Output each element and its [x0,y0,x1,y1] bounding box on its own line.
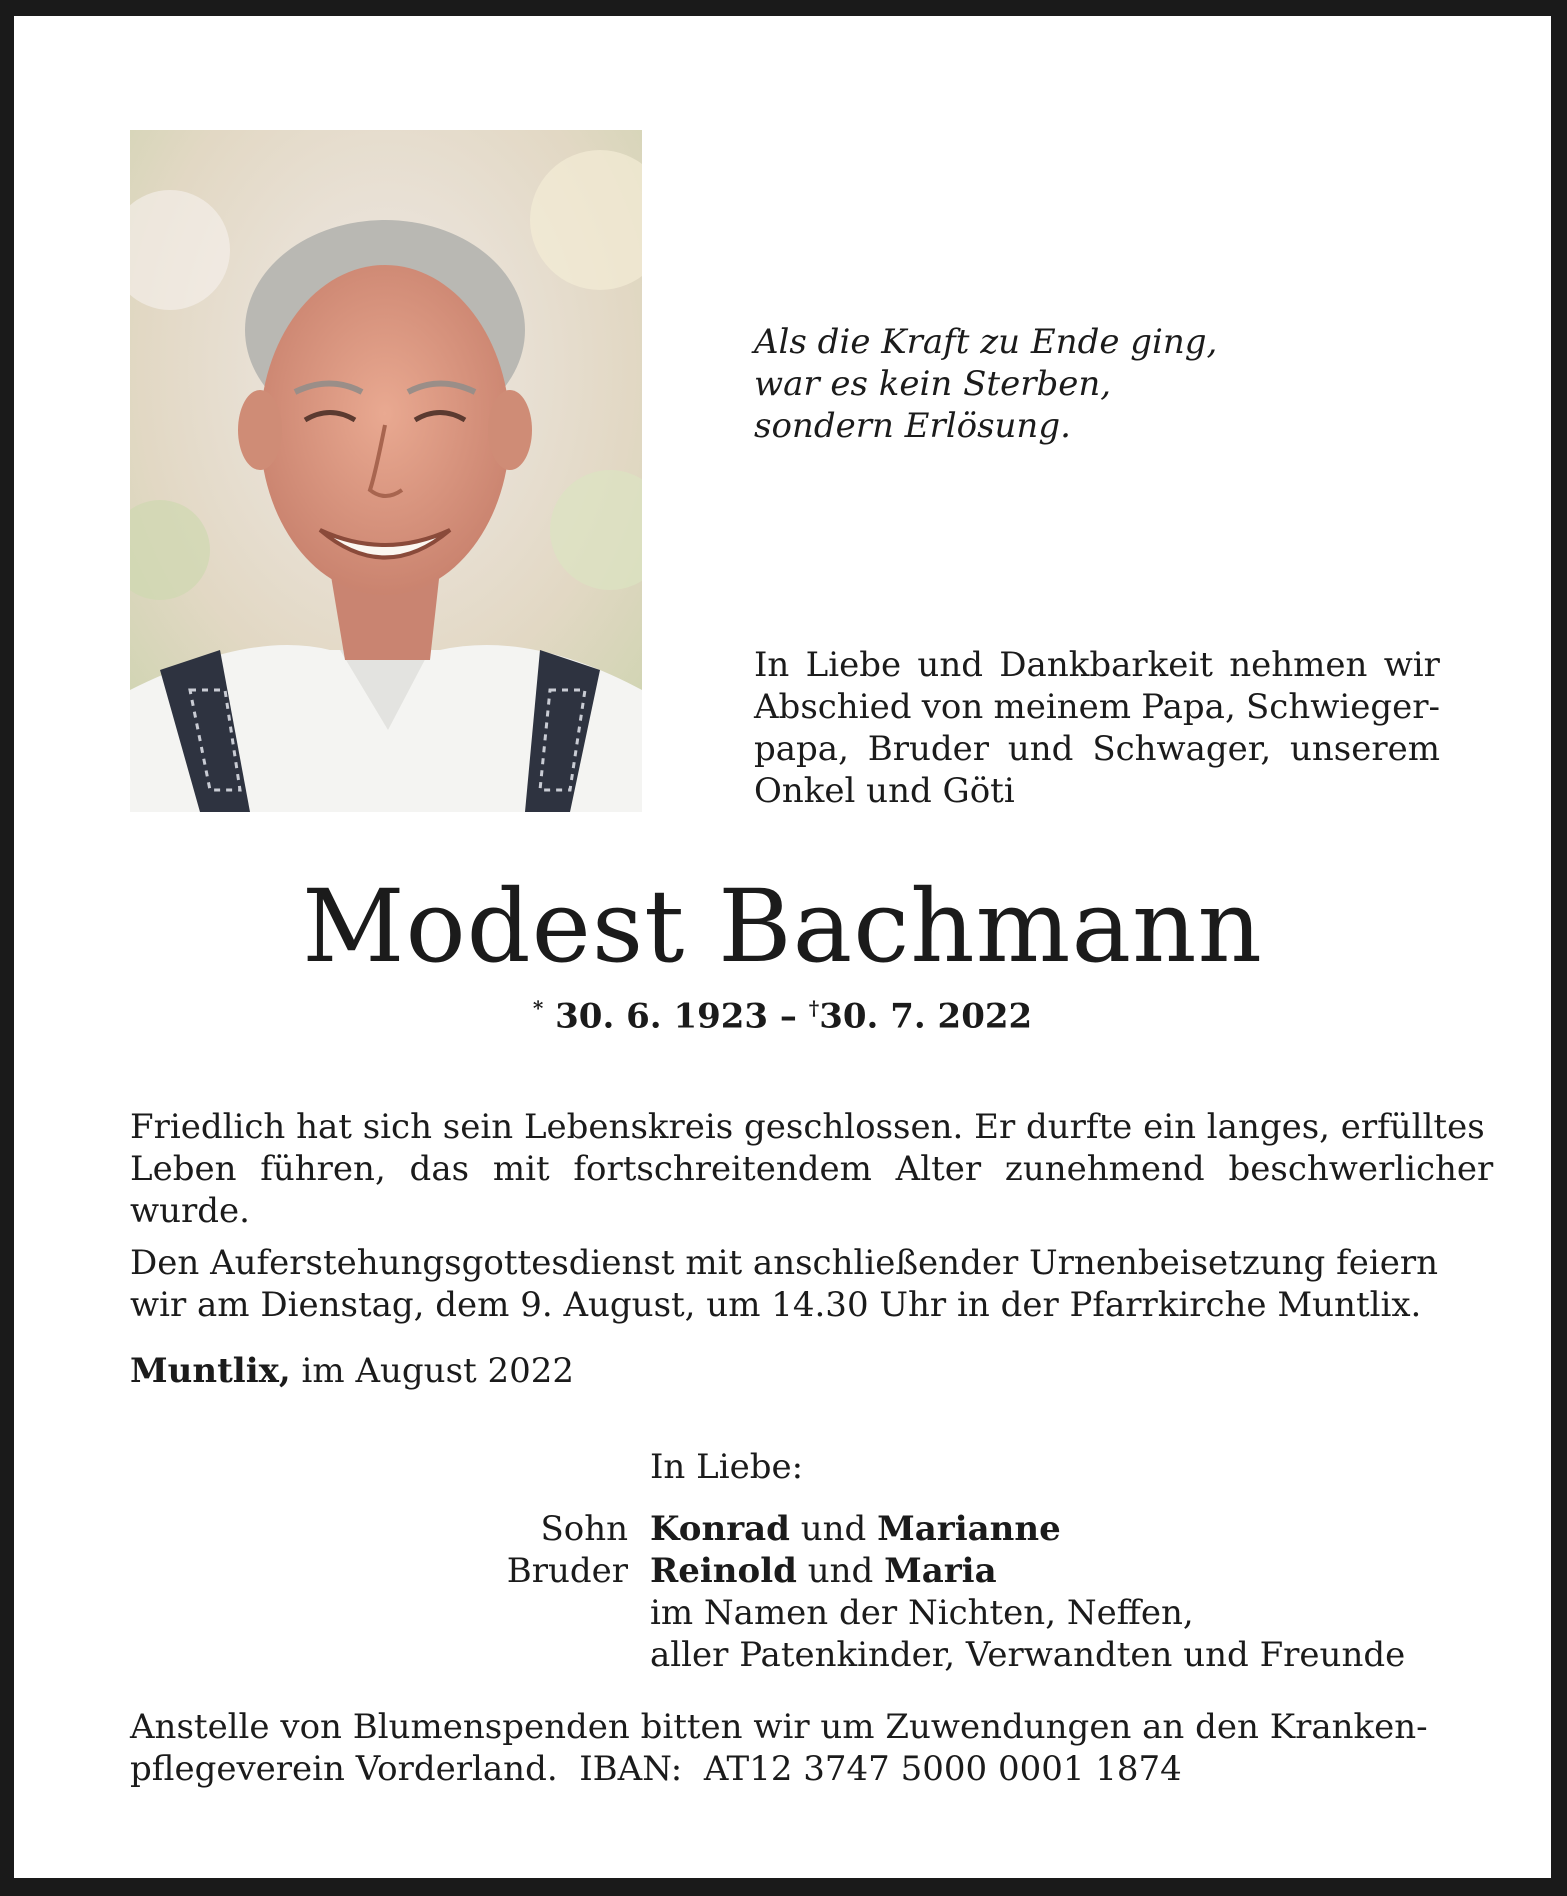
intro-line [754,686,1440,728]
intro-word: Liebe [805,645,902,685]
date-separator: – [779,996,797,1037]
brother-role: Bruder [506,1551,628,1591]
intro-word: unserem [1290,729,1440,769]
portrait-photo [130,130,642,812]
paragraph-service [130,1242,1440,1326]
intro-word: wir [1383,645,1440,685]
intro-word: nehmen [1229,645,1368,685]
intro-word: und [917,645,983,685]
signoff-extra-row [130,1592,1440,1634]
poem-line: war es kein Sterben, [754,364,1112,404]
son-partner: Marianne [877,1509,1061,1549]
signoff-brother-row [130,1550,1440,1592]
intro-word: Abschied [754,687,912,727]
life-dates [14,996,1551,1036]
paragraph-line: wurde. [130,1191,250,1231]
poem-line: Als die Kraft zu Ende ging, [754,322,1218,362]
intro-word: und [1007,729,1074,769]
signoff-son-row [130,1508,1440,1550]
intro-word: Bruder [867,729,990,769]
place-town: Muntlix, [130,1351,291,1391]
brother-name: Reinold [650,1551,797,1591]
birth-date: 30. 6. 1923 [555,996,769,1037]
intro-word: Papa, [1141,687,1236,727]
poem-line: sondern Erlösung. [754,406,1071,446]
intro-text [754,644,1440,812]
intro-word: In [754,645,790,685]
signoff-heading-row [130,1446,1440,1488]
donation-line: Anstelle von Blumenspenden bitten wir um Zuwendungen an den Kranken- [130,1707,1428,1747]
signoff-extra-row [130,1634,1440,1676]
death-symbol: † [808,996,820,1020]
signoff-extra: im Namen der Nichten, Neffen, [650,1593,1194,1633]
paragraph-line: wir am Dienstag, dem 9. August, um 14.30 Uhr in der Pfarrkirche Muntlix. [130,1285,1422,1325]
signoff-heading: In Liebe: [650,1447,804,1487]
donation-note [130,1706,1440,1790]
obituary-page [14,16,1551,1878]
deceased-name: Modest Bachmann [302,868,1263,985]
signoff-extra: aller Patenkinder, Verwandten und Freunde [650,1635,1406,1675]
intro-word: Dankbarkeit [999,645,1213,685]
intro-word: Schwieger- [1246,687,1440,727]
paragraph-line: Leben führen, das mit fortschreitendem Alter zunehmend beschwerlicher [130,1149,1494,1189]
donation-line: pflegeverein Vorderland. IBAN: AT12 3747 5000 0001 1874 [130,1749,1182,1789]
poem [754,321,1274,447]
intro-word: Schwager, [1092,729,1272,769]
intro-line: Onkel und Göti [754,771,1015,811]
son-role: Sohn [540,1509,628,1549]
place-date-text: im August 2022 [301,1351,575,1391]
paragraph-line: Den Auferstehungsgottesdienst mit anschließender Urnenbeisetzung feiern [130,1243,1438,1283]
intro-word: papa, [754,729,849,769]
paragraph-line: Friedlich hat sich sein Lebenskreis geschlossen. Er durfte ein langes, erfülltes [130,1107,1485,1147]
portrait-photo-icon [130,130,642,812]
intro-line [754,644,1440,686]
signoff [130,1446,1440,1676]
intro-word: meinem [993,687,1132,727]
conjunction: und [807,1551,874,1591]
brother-partner: Maria [884,1551,997,1591]
paragraph-life [130,1106,1494,1232]
intro-line [754,728,1440,770]
son-name: Konrad [650,1509,790,1549]
place-date [130,1351,574,1391]
death-date: 30. 7. 2022 [819,996,1033,1037]
birth-symbol: * [532,996,544,1020]
intro-word: von [921,687,984,727]
conjunction: und [800,1509,867,1549]
